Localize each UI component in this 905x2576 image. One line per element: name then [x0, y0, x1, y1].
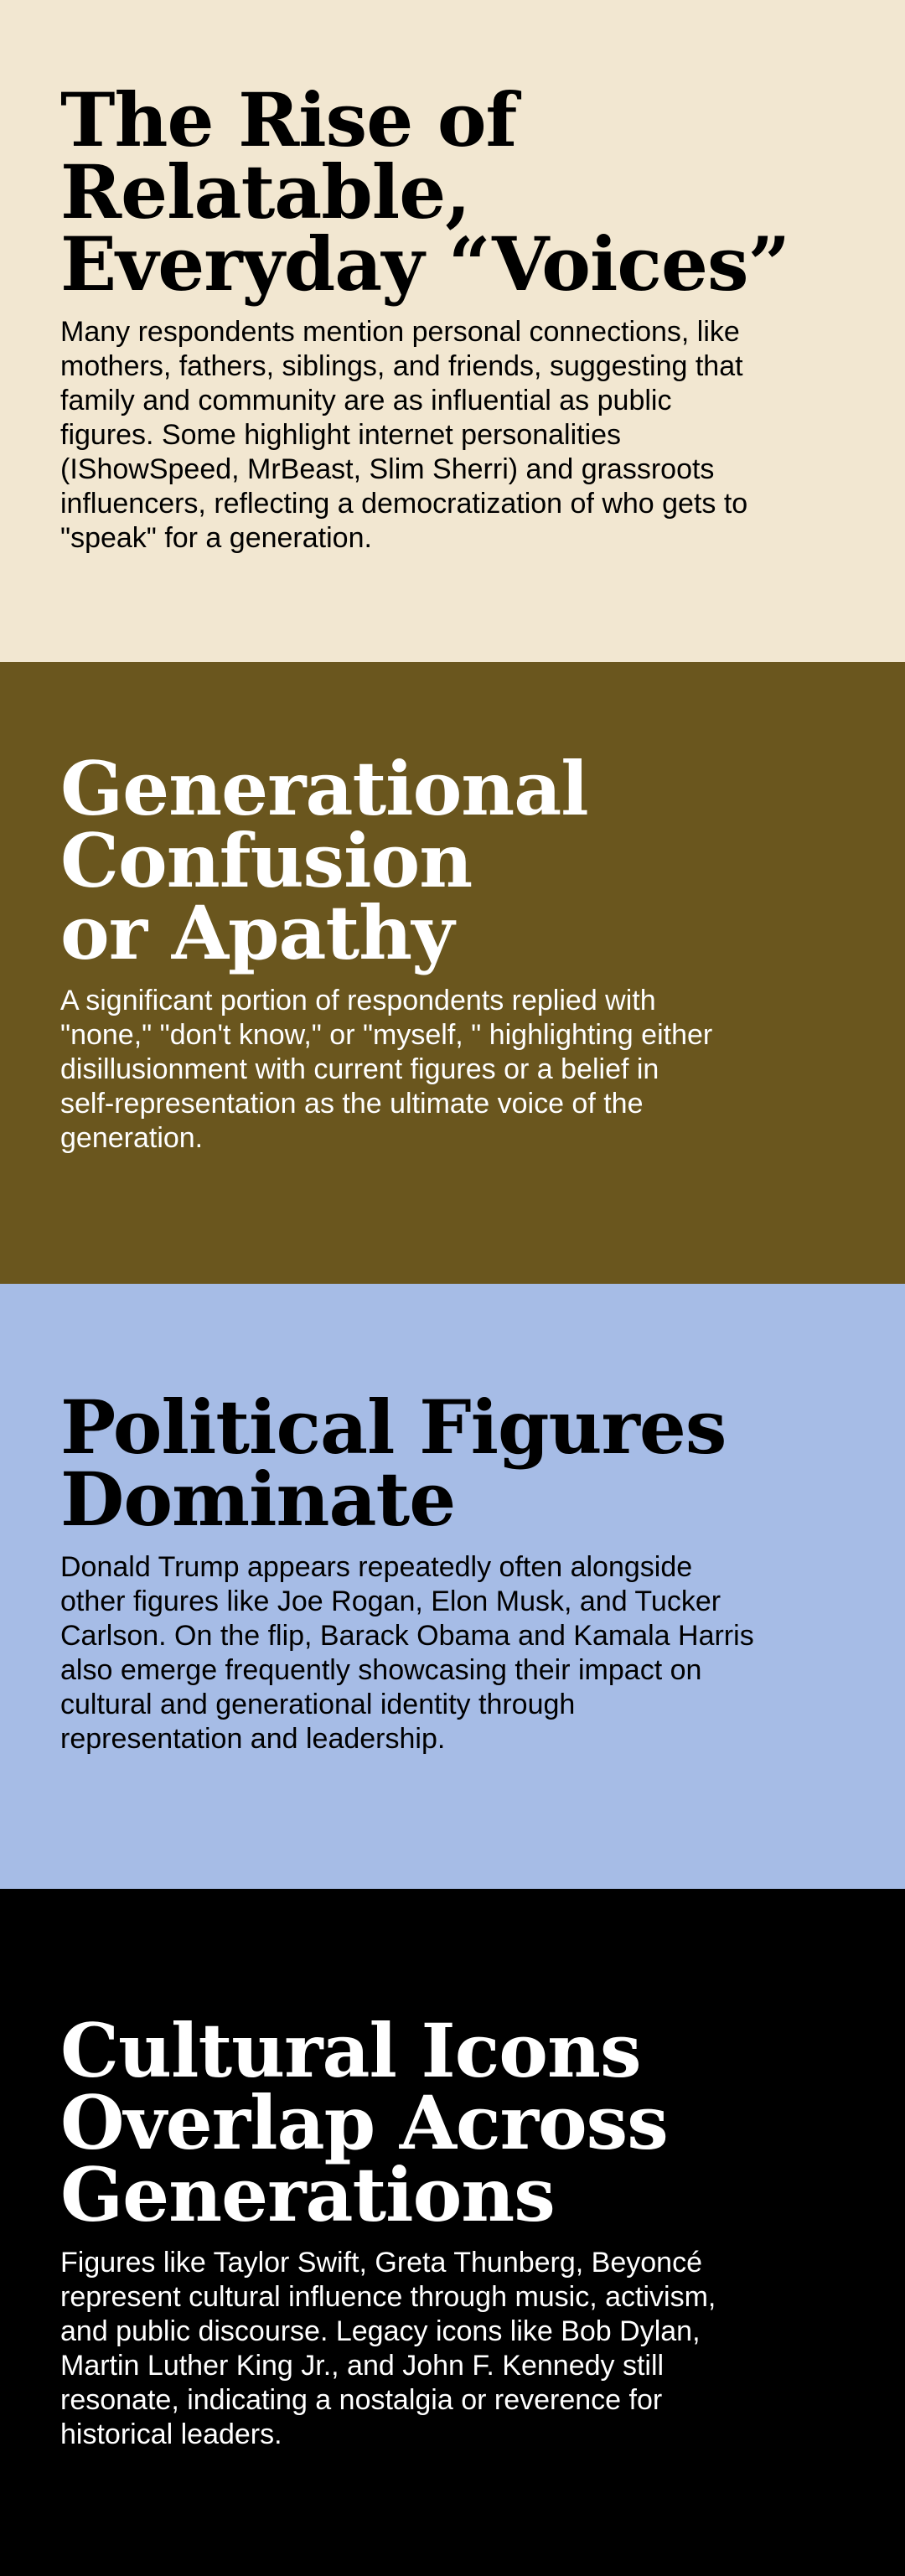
section-relatable-voices [0, 0, 905, 662]
section-political-figures [0, 1284, 905, 1889]
section-cultural-icons [0, 1889, 905, 2576]
section-body: A significant portion of respondents replied with "none," "don't know," or "myself, " highlighting either disillusionment with current figures or a belief in self-representation as the ultimate voice of the generation. [60, 985, 713, 1154]
section-heading: The Rise of Relatable, Everyday “Voices” [60, 76, 790, 308]
section-body: Figures like Taylor Swift, Greta Thunberg, Beyoncé represent cultural influence through music, activism, and public discourse. Legacy icons like Bob Dylan, Martin Luther King Jr., and John F. Kennedy still resonate, indicating a nostalgia or reverence for historical leaders. [60, 2247, 716, 2450]
section-heading: Political Figures Dominate [60, 1384, 727, 1543]
section-body: Many respondents mention personal connections, like mothers, fathers, siblings, and friends, suggesting that family and community are as influential as public figures. Some highlight internet personalities (IShowSpeed, MrBeast, Slim Sherri) and grassroots influencers, reflecting a democratization of who gets to "speak" for a generation. [60, 316, 748, 554]
section-generational-confusion [0, 662, 905, 1284]
section-body: Donald Trump appears repeatedly often alongside other figures like Joe Rogan, Elon Musk, and Tucker Carlson. On the flip, Barack Obama and Kamala Harris also emerge frequently showcasing their impact on cultural and generational identity through representation and leadership. [60, 1551, 754, 1755]
section-heading: Cultural Icons Overlap Across Generations [60, 2007, 668, 2238]
section-heading: Generational Confusion or Apathy [60, 745, 588, 976]
